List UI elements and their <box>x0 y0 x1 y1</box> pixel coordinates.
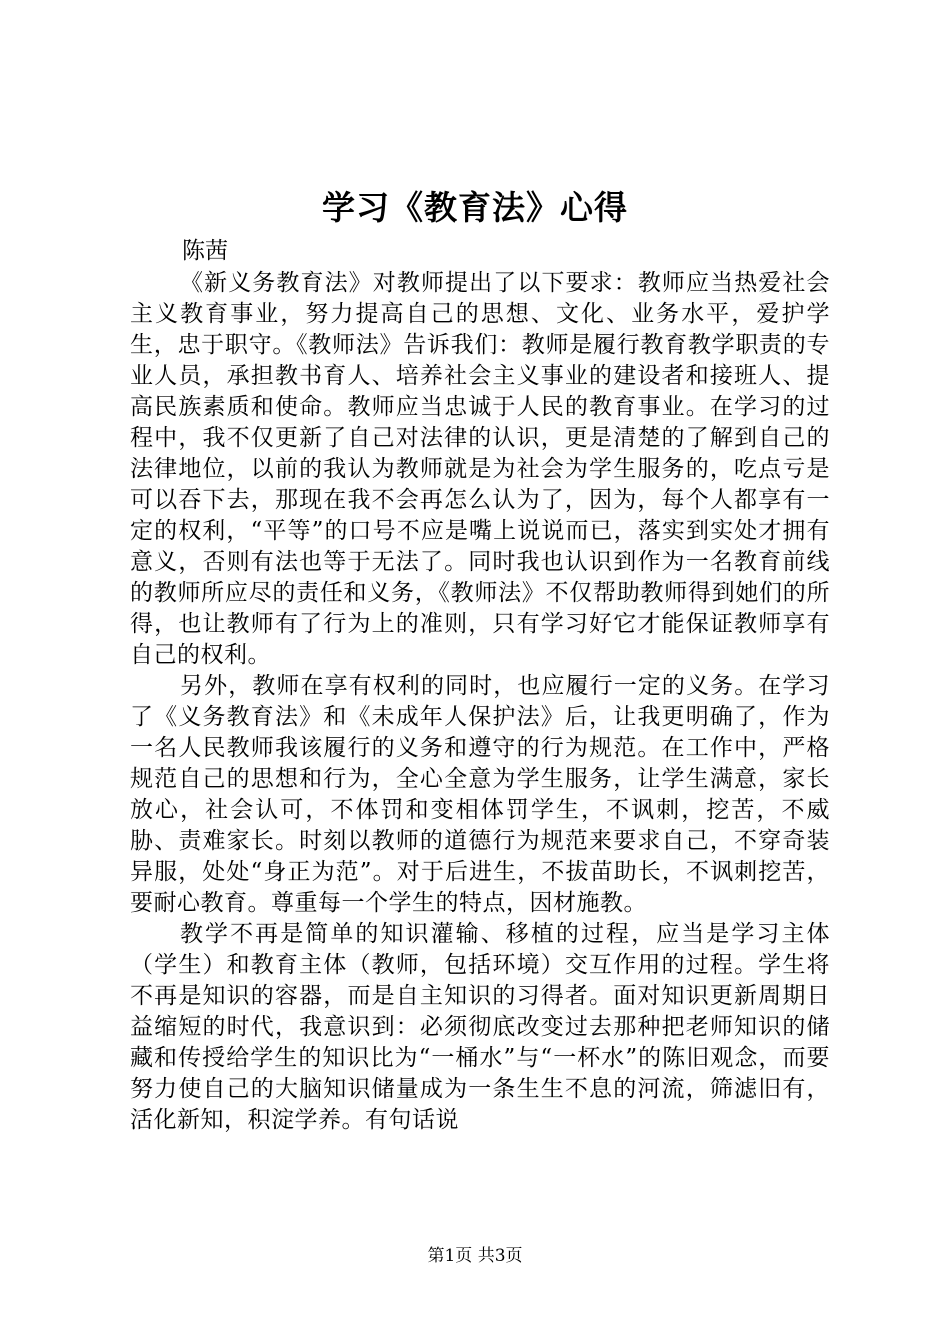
page-number-footer: 第1页 共3页 <box>427 1246 523 1266</box>
author-name: 陈茜 <box>182 238 228 264</box>
paragraph-1: 《新义务教育法》对教师提出了以下要求：教师应当热爱社会主义教育事业，努力提高自己的思想、文化、业务水平，爱护学生，忠于职守。《教师法》告诉我们：教师是履行教育教学职责的专业人员，承担教书育人、培养社会主义事业的建设者和接班人、提高民族素质和使命。教师应当忠诚于人民的教育事业。在学习的过程中，我不仅更新了自己对法律的认识，更是清楚的了解到自己的法律地位，以前的我认为教师就是为社会为学生服务的，吃点亏是可以吞下去，那现在我不会再怎么认为了，因为，每个人都享有一定的权利，“平等”的口号不应是嘴上说说而已，落实到实处才拥有意义，否则有法也等于无法了。同时我也认识到作为一名教育前线的教师所应尽的责任和义务，《教师法》不仅帮助教师得到她们的所得，也让教师有了行为上的准则，只有学习好它才能保证教师享有自己的权利。 <box>130 270 830 668</box>
paragraph-2: 另外，教师在享有权利的同时，也应履行一定的义务。在学习了《义务教育法》和《未成年人保护法》后，让我更明确了，作为一名人民教师我该履行的义务和遵守的行为规范。在工作中，严格规范自己的思想和行为，全心全意为学生服务，让学生满意，家长放心，社会认可，不体罚和变相体罚学生，不讽刺，挖苦，不威胁、责难家长。时刻以教师的道德行为规范来要求自己，不穿奇装异服，处处“身正为范”。对于后进生，不拔苗助长，不讽刺挖苦，要耐心教育。尊重每一个学生的特点，因材施教。 <box>130 673 830 916</box>
document-title: 学习《教育法》心得 <box>322 188 628 227</box>
document-body <box>130 268 830 1136</box>
paragraph-3: 教学不再是简单的知识灌输、移植的过程，应当是学习主体（学生）和教育主体（教师，包括环境）交互作用的过程。学生将不再是知识的容器，而是自主知识的习得者。面对知识更新周期日益缩短的时代，我意识到：必须彻底改变过去那种把老师知识的储藏和传授给学生的知识比为“一桶水”与“一杯水”的陈旧观念，而要努力使自己的大脑知识储量成为一条生生不息的河流，筛滤旧有，活化新知，积淀学养。有句话说 <box>130 921 830 1133</box>
